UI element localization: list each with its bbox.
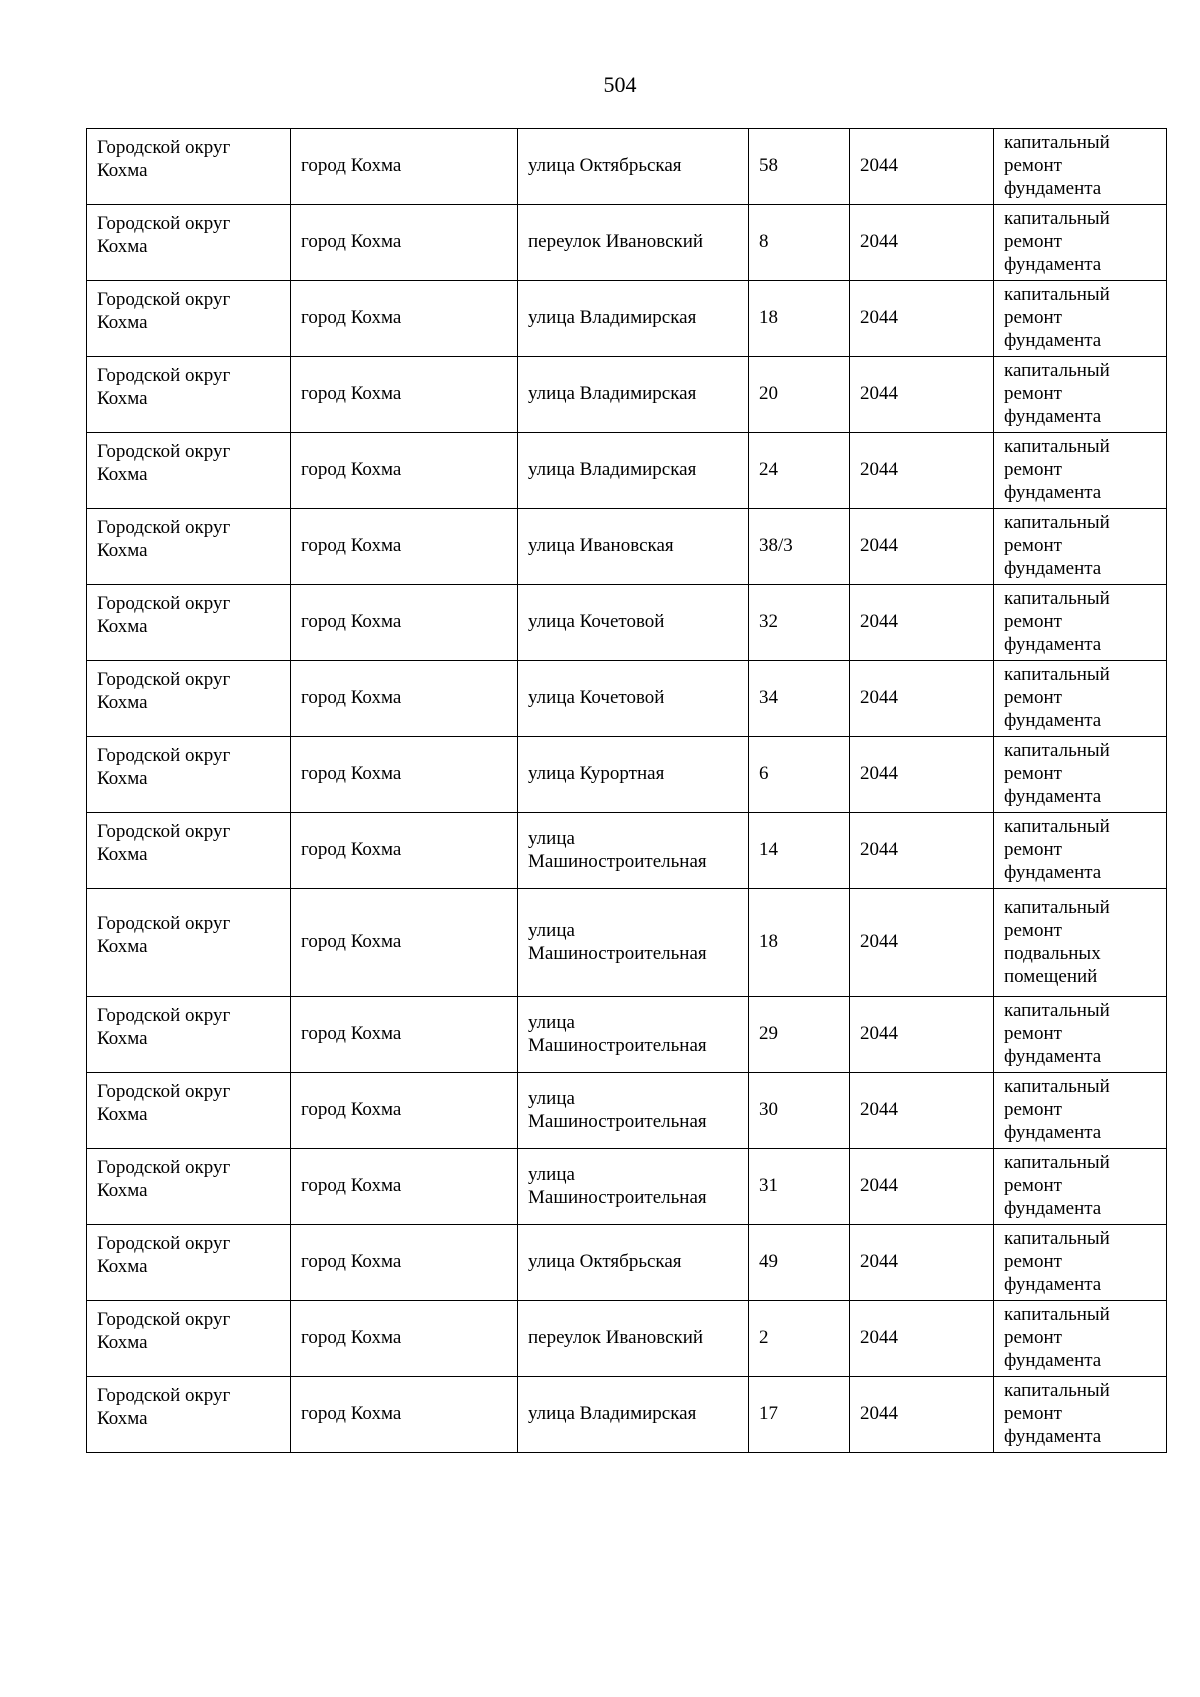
work-type-cell: капитальный ремонт фундамента bbox=[994, 997, 1167, 1073]
work-type-cell: капитальный ремонт фундамента bbox=[994, 1225, 1167, 1301]
house-number-cell: 6 bbox=[749, 737, 850, 813]
work-type-cell: капитальный ремонт фундамента bbox=[994, 813, 1167, 889]
table-row bbox=[87, 433, 1167, 509]
work-type-cell: капитальный ремонт фундамента bbox=[994, 129, 1167, 205]
house-number-cell: 14 bbox=[749, 813, 850, 889]
street-cell: улица Кочетовой bbox=[518, 661, 749, 737]
year-cell: 2044 bbox=[850, 661, 994, 737]
table-row bbox=[87, 737, 1167, 813]
street-cell: переулок Ивановский bbox=[518, 205, 749, 281]
city-cell: город Кохма bbox=[291, 433, 518, 509]
street-cell: улица Машиностроительная bbox=[518, 889, 749, 997]
city-cell: город Кохма bbox=[291, 205, 518, 281]
district-cell: Городской округ Кохма bbox=[87, 1377, 291, 1453]
house-number-cell: 31 bbox=[749, 1149, 850, 1225]
district-cell: Городской округ Кохма bbox=[87, 585, 291, 661]
house-number-cell: 49 bbox=[749, 1225, 850, 1301]
year-cell: 2044 bbox=[850, 129, 994, 205]
district-cell: Городской округ Кохма bbox=[87, 889, 291, 997]
table-row bbox=[87, 509, 1167, 585]
year-cell: 2044 bbox=[850, 889, 994, 997]
table-row bbox=[87, 281, 1167, 357]
year-cell: 2044 bbox=[850, 509, 994, 585]
table-row bbox=[87, 1225, 1167, 1301]
district-cell: Городской округ Кохма bbox=[87, 281, 291, 357]
city-cell: город Кохма bbox=[291, 1377, 518, 1453]
house-number-cell: 17 bbox=[749, 1377, 850, 1453]
table-row bbox=[87, 889, 1167, 997]
year-cell: 2044 bbox=[850, 1377, 994, 1453]
housing-repair-table bbox=[86, 128, 1167, 1453]
street-cell: улица Машиностроительная bbox=[518, 813, 749, 889]
table-row bbox=[87, 357, 1167, 433]
city-cell: город Кохма bbox=[291, 509, 518, 585]
work-type-cell: капитальный ремонт фундамента bbox=[994, 1073, 1167, 1149]
house-number-cell: 18 bbox=[749, 889, 850, 997]
city-cell: город Кохма bbox=[291, 1225, 518, 1301]
work-type-cell: капитальный ремонт фундамента bbox=[994, 205, 1167, 281]
work-type-cell: капитальный ремонт фундамента bbox=[994, 1377, 1167, 1453]
year-cell: 2044 bbox=[850, 737, 994, 813]
year-cell: 2044 bbox=[850, 1225, 994, 1301]
work-type-cell: капитальный ремонт подвальных помещений bbox=[994, 889, 1167, 997]
work-type-cell: капитальный ремонт фундамента bbox=[994, 1301, 1167, 1377]
house-number-cell: 29 bbox=[749, 997, 850, 1073]
table-row bbox=[87, 1149, 1167, 1225]
street-cell: улица Владимирская bbox=[518, 281, 749, 357]
city-cell: город Кохма bbox=[291, 129, 518, 205]
district-cell: Городской округ Кохма bbox=[87, 661, 291, 737]
city-cell: город Кохма bbox=[291, 1073, 518, 1149]
district-cell: Городской округ Кохма bbox=[87, 433, 291, 509]
city-cell: город Кохма bbox=[291, 661, 518, 737]
table-row bbox=[87, 813, 1167, 889]
street-cell: улица Машиностроительная bbox=[518, 1073, 749, 1149]
house-number-cell: 18 bbox=[749, 281, 850, 357]
year-cell: 2044 bbox=[850, 813, 994, 889]
street-cell: улица Машиностроительная bbox=[518, 997, 749, 1073]
street-cell: улица Владимирская bbox=[518, 1377, 749, 1453]
year-cell: 2044 bbox=[850, 433, 994, 509]
district-cell: Городской округ Кохма bbox=[87, 1073, 291, 1149]
city-cell: город Кохма bbox=[291, 357, 518, 433]
street-cell: улица Владимирская bbox=[518, 357, 749, 433]
city-cell: город Кохма bbox=[291, 585, 518, 661]
table-row bbox=[87, 997, 1167, 1073]
house-number-cell: 38/3 bbox=[749, 509, 850, 585]
city-cell: город Кохма bbox=[291, 281, 518, 357]
table-row bbox=[87, 1073, 1167, 1149]
street-cell: улица Владимирская bbox=[518, 433, 749, 509]
district-cell: Городской округ Кохма bbox=[87, 129, 291, 205]
work-type-cell: капитальный ремонт фундамента bbox=[994, 433, 1167, 509]
work-type-cell: капитальный ремонт фундамента bbox=[994, 737, 1167, 813]
house-number-cell: 32 bbox=[749, 585, 850, 661]
work-type-cell: капитальный ремонт фундамента bbox=[994, 1149, 1167, 1225]
table-row bbox=[87, 585, 1167, 661]
house-number-cell: 2 bbox=[749, 1301, 850, 1377]
district-cell: Городской округ Кохма bbox=[87, 997, 291, 1073]
district-cell: Городской округ Кохма bbox=[87, 509, 291, 585]
city-cell: город Кохма bbox=[291, 997, 518, 1073]
table-row bbox=[87, 1377, 1167, 1453]
work-type-cell: капитальный ремонт фундамента bbox=[994, 357, 1167, 433]
house-number-cell: 24 bbox=[749, 433, 850, 509]
city-cell: город Кохма bbox=[291, 1149, 518, 1225]
street-cell: улица Курортная bbox=[518, 737, 749, 813]
district-cell: Городской округ Кохма bbox=[87, 1149, 291, 1225]
city-cell: город Кохма bbox=[291, 1301, 518, 1377]
street-cell: переулок Ивановский bbox=[518, 1301, 749, 1377]
work-type-cell: капитальный ремонт фундамента bbox=[994, 661, 1167, 737]
district-cell: Городской округ Кохма bbox=[87, 737, 291, 813]
table-row bbox=[87, 129, 1167, 205]
district-cell: Городской округ Кохма bbox=[87, 1225, 291, 1301]
city-cell: город Кохма bbox=[291, 889, 518, 997]
year-cell: 2044 bbox=[850, 281, 994, 357]
year-cell: 2044 bbox=[850, 1073, 994, 1149]
year-cell: 2044 bbox=[850, 997, 994, 1073]
table-row bbox=[87, 661, 1167, 737]
year-cell: 2044 bbox=[850, 1301, 994, 1377]
district-cell: Городской округ Кохма bbox=[87, 205, 291, 281]
house-number-cell: 30 bbox=[749, 1073, 850, 1149]
house-number-cell: 34 bbox=[749, 661, 850, 737]
house-number-cell: 20 bbox=[749, 357, 850, 433]
page-number: 504 bbox=[603, 72, 637, 97]
district-cell: Городской округ Кохма bbox=[87, 1301, 291, 1377]
house-number-cell: 58 bbox=[749, 129, 850, 205]
street-cell: улица Ивановская bbox=[518, 509, 749, 585]
year-cell: 2044 bbox=[850, 205, 994, 281]
table-row bbox=[87, 205, 1167, 281]
city-cell: город Кохма bbox=[291, 737, 518, 813]
street-cell: улица Машиностроительная bbox=[518, 1149, 749, 1225]
district-cell: Городской округ Кохма bbox=[87, 813, 291, 889]
work-type-cell: капитальный ремонт фундамента bbox=[994, 509, 1167, 585]
street-cell: улица Октябрьская bbox=[518, 129, 749, 205]
city-cell: город Кохма bbox=[291, 813, 518, 889]
street-cell: улица Октябрьская bbox=[518, 1225, 749, 1301]
house-number-cell: 8 bbox=[749, 205, 850, 281]
year-cell: 2044 bbox=[850, 585, 994, 661]
table-row bbox=[87, 1301, 1167, 1377]
work-type-cell: капитальный ремонт фундамента bbox=[994, 281, 1167, 357]
year-cell: 2044 bbox=[850, 357, 994, 433]
street-cell: улица Кочетовой bbox=[518, 585, 749, 661]
work-type-cell: капитальный ремонт фундамента bbox=[994, 585, 1167, 661]
year-cell: 2044 bbox=[850, 1149, 994, 1225]
district-cell: Городской округ Кохма bbox=[87, 357, 291, 433]
